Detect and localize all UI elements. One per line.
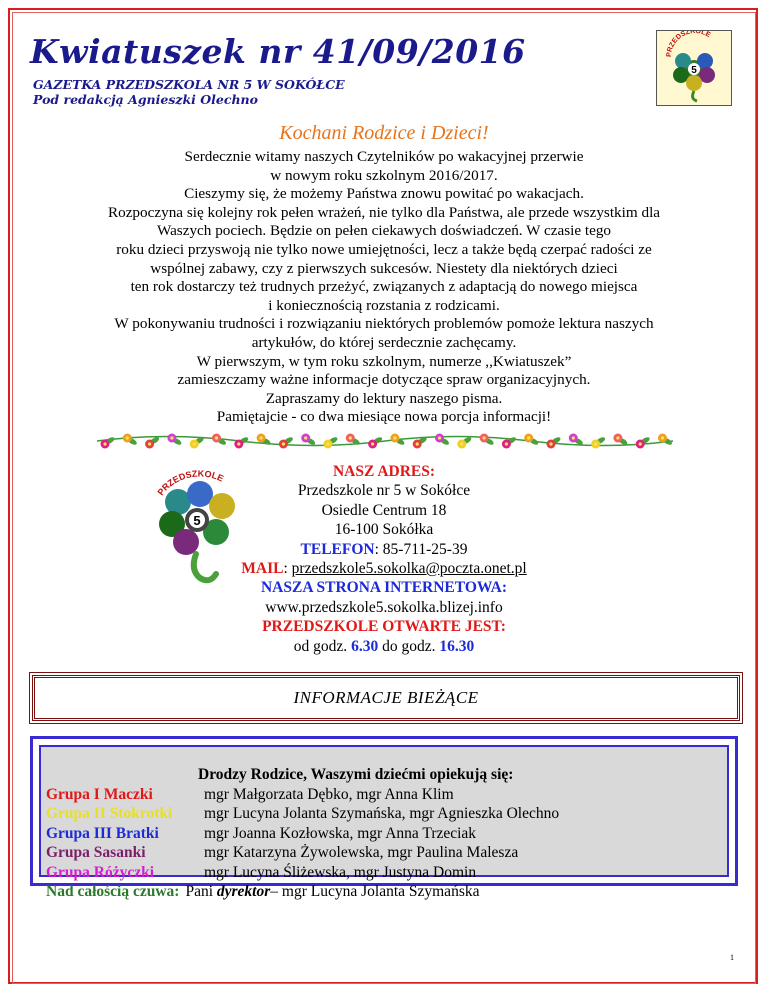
hours-heading: PRZEDSZKOLE OTWARTE JEST: (262, 618, 506, 636)
group-staff: mgr Małgorzata Dębko, mgr Anna Klim (204, 785, 454, 803)
group-staff: mgr Joanna Kozłowska, mgr Anna Trzeciak (204, 824, 477, 842)
address-line-2: Osiedle Centrum 18 (321, 501, 447, 519)
newsletter-subtitle (33, 77, 345, 107)
intro-line: w nowym roku szkolnym 2016/2017. (270, 166, 498, 184)
group-row (46, 824, 559, 844)
subtitle-editor: Pod redakcją Agnieszki Olechno (33, 92, 258, 107)
supervisor-role: dyrektor (216, 883, 271, 900)
newsletter-title: Kwiatuszek nr 41/09/2016 (30, 32, 526, 71)
hours-close: 16.30 (439, 637, 475, 655)
group-rows (46, 785, 559, 883)
flower-garland-divider (95, 428, 675, 454)
page-number: 1 (730, 953, 734, 962)
group-name: Grupa III Bratki (46, 824, 159, 842)
kindergarten-logo (656, 30, 732, 106)
logo-large-number: 5 (193, 513, 201, 528)
intro-line: W pokonywaniu trudności i rozwiązaniu niektórych problemów pomoże lektura naszych (114, 315, 654, 333)
group-row (46, 863, 559, 883)
greeting-heading: Kochani Rodzice i Dzieci! (279, 122, 489, 144)
group-staff: mgr Lucyna Śliżewska, mgr Justyna Domin (204, 863, 477, 881)
logo-number: 5 (691, 65, 697, 76)
intro-line: Pamiętajcie - co dwa miesiące nowa porcja informacji! (216, 408, 552, 426)
group-name: Grupa I Maczki (46, 785, 153, 803)
group-name: Grupa Różyczki (46, 863, 155, 881)
hours-row (150, 637, 618, 656)
group-row (46, 804, 559, 824)
intro-line: wspólnej zabawy, czy z pierwszych sukcesów. Niestety dla niektórych dzieci (150, 259, 618, 277)
address-heading: NASZ ADRES: (332, 463, 436, 480)
flower-logo-icon (657, 31, 731, 105)
address-block (150, 462, 618, 656)
intro-line: W pierwszym, w tym roku szkolnym, numerze ,,Kwiatuszek” (196, 352, 572, 370)
website-url[interactable]: www.przedszkole5.sokolka.blizej.info (265, 598, 503, 616)
info-heading-box (32, 675, 740, 721)
intro-line: Rozpoczyna się kolejny rok pełen wrażeń, nie tylko dla Państwa, ale przede wszystkim dla (107, 203, 661, 221)
intro-text (28, 148, 740, 427)
supervisor-name: – mgr Lucyna Jolanta Szymańska (270, 883, 480, 900)
hours-mid-text: do godz. (378, 637, 440, 655)
phone-row (150, 540, 618, 559)
hours-open: 6.30 (351, 637, 379, 655)
supervisor-label: Nad całością czuwa: (46, 883, 180, 900)
groups-heading: Drodzy Rodzice, Waszymi dziećmi opiekują się: (198, 766, 514, 783)
logo-arc-text: PRZEDSZKOLE (665, 31, 712, 58)
mail-separator: : (283, 560, 292, 578)
info-heading: INFORMACJE BIEŻĄCE (293, 688, 479, 707)
subtitle-publisher: GAZETKA PRZEDSZKOLA NR 5 W SOKÓŁCE (33, 77, 345, 92)
phone-label: TELEFON (300, 540, 375, 558)
supervisor-pre: Pani (185, 883, 217, 900)
supervisor-row (46, 882, 559, 902)
intro-line: ten rok dostarczy też trudnych przeżyć, związanych z adaptacją do nowego miejsca (130, 278, 638, 296)
intro-line: artykułów, do której serdecznie zachęcamy. (251, 333, 517, 351)
intro-line: Waszych pociech. Będzie on pełen ciekawych doświadczeń. W czasie tego (156, 222, 612, 240)
intro-line: roku dzieci przyswoją nie tylko nowe umiejętności, lecz a także będą czerpać radości ze (116, 240, 652, 258)
group-staff: mgr Katarzyna Żywolewska, mgr Paulina Malesza (204, 844, 519, 861)
intro-line: i koniecznością rozstania z rodzicami. (268, 296, 500, 314)
intro-line: Serdecznie witamy naszych Czytelników po wakacyjnej przerwie (184, 148, 584, 165)
hours-from-text: od godz. (293, 637, 352, 655)
website-heading: NASZA STRONA INTERNETOWA: (260, 579, 508, 597)
mail-label: MAIL (241, 560, 284, 578)
logo-large-arc-text: PRZEDSZKOLE (155, 468, 226, 498)
address-line-1: Przedszkole nr 5 w Sokółce (297, 482, 471, 500)
intro-line: Zapraszamy do lektury naszego pisma. (265, 389, 503, 407)
intro-line: zamieszczamy ważne informacje dotyczące spraw organizacyjnych. (177, 371, 591, 389)
groups-list (46, 765, 559, 902)
group-row (46, 843, 559, 863)
mail-row (150, 559, 618, 578)
group-name: Grupa Sasanki (46, 844, 146, 861)
intro-line: Cieszymy się, że możemy Państwa znowu powitać po wakacjach. (184, 185, 584, 203)
mail-link[interactable]: przedszkole5.sokolka@poczta.onet.pl (291, 560, 527, 578)
phone-number: : 85-711-25-39 (374, 540, 468, 558)
group-staff: mgr Lucyna Jolanta Szymańska, mgr Agnieszka Olechno (204, 805, 560, 822)
address-line-3: 16-100 Sokółka (334, 521, 434, 539)
group-name: Grupa II Stokrotki (46, 805, 173, 822)
group-row (46, 785, 559, 805)
